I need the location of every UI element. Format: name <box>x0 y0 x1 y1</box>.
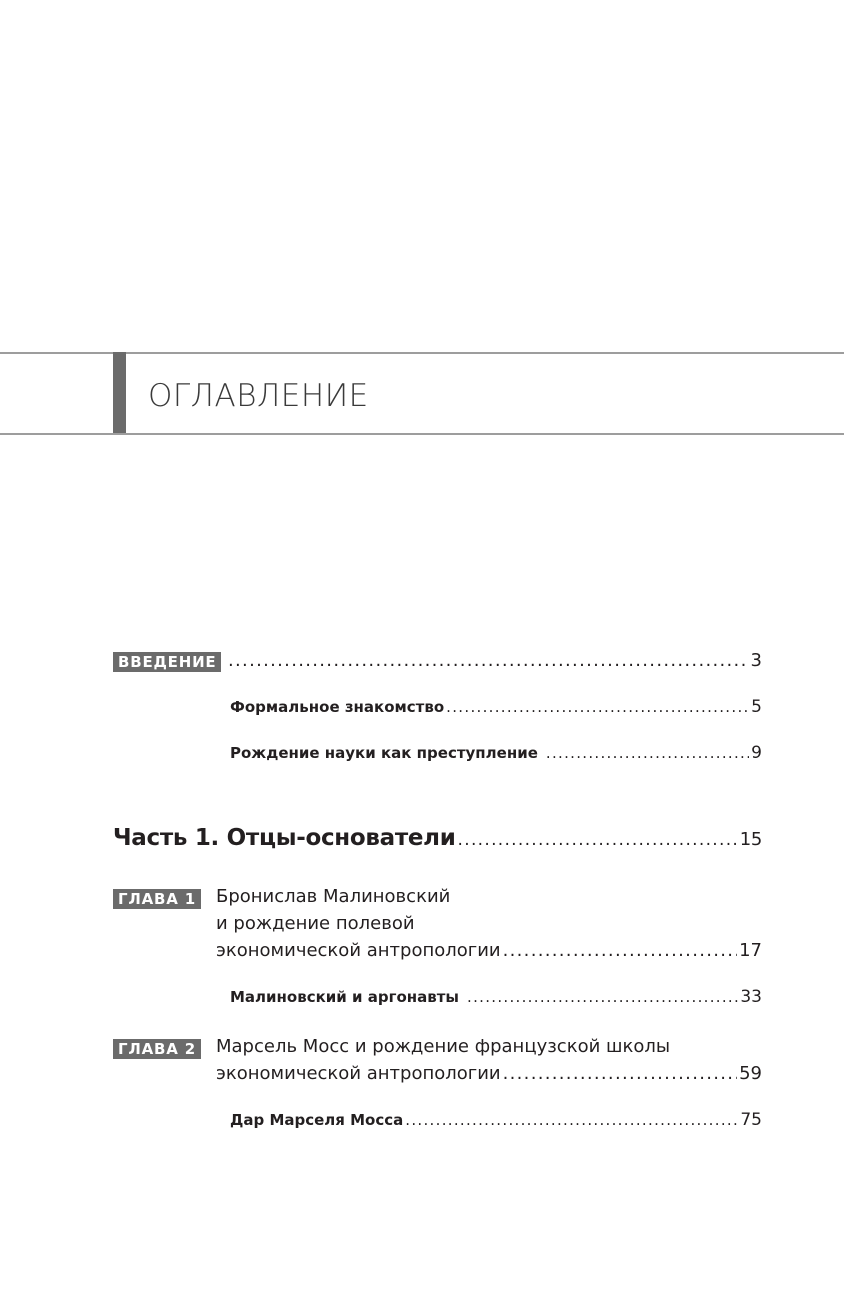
chapter2-tag: ГЛАВА 2 <box>113 1039 201 1059</box>
toc-entry-chapter2[interactable] <box>216 1063 762 1084</box>
leader-dots <box>546 744 749 762</box>
leader-dots <box>228 650 749 671</box>
chapter1-title-line3: экономической антропологии <box>216 940 501 961</box>
page-number: 9 <box>751 743 762 763</box>
toc-entry-chapter1[interactable] <box>216 940 762 961</box>
page-number: 15 <box>739 829 762 850</box>
leader-dots <box>503 1063 737 1084</box>
toc-entry-sub[interactable] <box>230 743 762 763</box>
toc-entry-sub[interactable] <box>230 697 762 717</box>
header-bottom-rule <box>0 433 844 435</box>
leader-dots <box>446 698 749 716</box>
page-number: 59 <box>739 1063 762 1084</box>
page-number: 75 <box>740 1110 762 1130</box>
toc-entry-title: Дар Марселя Мосса <box>230 1111 404 1129</box>
toc-entry-title: Формальное знакомство <box>230 698 445 716</box>
leader-dots <box>467 988 738 1006</box>
leader-dots <box>405 1111 738 1129</box>
toc-entry-sub[interactable] <box>230 1110 762 1130</box>
leader-dots <box>503 940 737 961</box>
page-number: 3 <box>750 650 762 671</box>
page-number: 5 <box>751 697 762 717</box>
toc-entry-sub[interactable] <box>230 987 762 1007</box>
header-top-rule <box>0 352 844 354</box>
chapter2-title-line1: Марсель Мосс и рождение французской школы <box>216 1036 671 1057</box>
toc-entry-title: Рождение науки как преступление <box>230 744 538 762</box>
header-accent-bar <box>113 352 126 435</box>
chapter1-title-line1: Бронислав Малиновский <box>216 886 451 907</box>
chapter2-title-line2: экономической антропологии <box>216 1063 501 1084</box>
chapter1-tag: ГЛАВА 1 <box>113 889 201 909</box>
leader-dots <box>458 830 738 850</box>
page-number: 17 <box>739 940 762 961</box>
toc-entry-intro[interactable] <box>226 650 762 671</box>
toc-entry-title: Часть 1. Отцы-основатели <box>113 825 456 851</box>
page-number: 33 <box>740 987 762 1007</box>
chapter1-title-line2: и рождение полевой <box>216 913 415 934</box>
intro-tag: ВВЕДЕНИЕ <box>113 652 221 672</box>
toc-entry-part[interactable] <box>113 825 762 851</box>
toc-entry-title: Малиновский и аргонавты <box>230 988 459 1006</box>
page-title: ОГЛАВЛЕНИЕ <box>148 378 369 414</box>
